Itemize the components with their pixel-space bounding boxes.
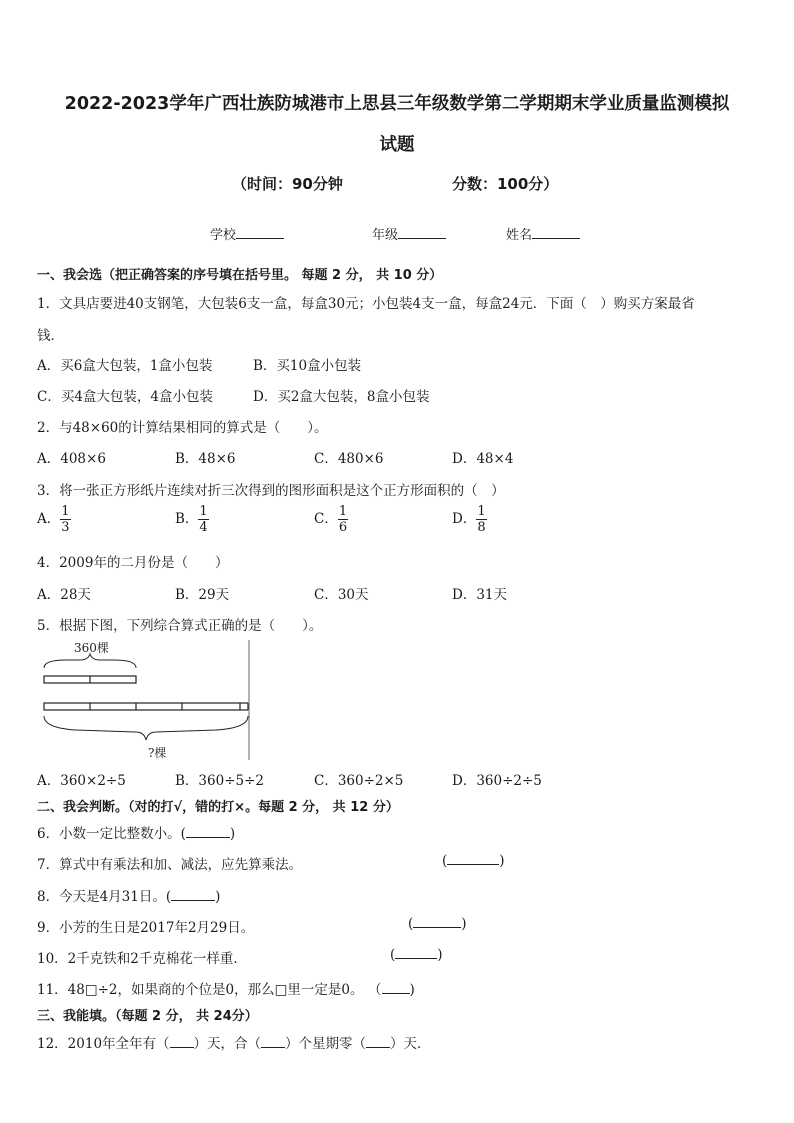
q3-option-a[interactable] bbox=[37, 504, 71, 535]
segment-diagram bbox=[36, 636, 256, 764]
answer-blank-7[interactable]: ( ) bbox=[442, 853, 505, 869]
exam-time: （时间：90分钟 bbox=[232, 175, 343, 193]
answer-blank-11[interactable]: （ ) bbox=[368, 982, 415, 998]
q5-option-c[interactable]: C．360÷2×5 bbox=[314, 773, 404, 789]
question-5: 5．根据下图，下列综合算式正确的是（ ）。 bbox=[37, 618, 323, 634]
q3-option-c[interactable] bbox=[314, 504, 348, 535]
answer-blank[interactable] bbox=[171, 889, 215, 901]
question-11: 11．48□÷2，如果商的个位是0，那么□里一定是0。 bbox=[37, 982, 364, 998]
q5-option-b[interactable]: B．360÷5÷2 bbox=[175, 773, 264, 789]
q3-option-c-label: C． bbox=[314, 511, 338, 527]
q5-option-d[interactable]: D．360÷2÷5 bbox=[452, 773, 542, 789]
q1-option-d[interactable]: D．买2盒大包装，8盒小包装 bbox=[253, 389, 430, 405]
q4-option-a[interactable]: A．28天 bbox=[37, 587, 91, 603]
question-10: 10．2千克铁和2千克棉花一样重． bbox=[37, 951, 247, 967]
answer-blank[interactable] bbox=[366, 1036, 390, 1048]
name-label: 姓名 bbox=[506, 228, 533, 243]
page-title-continued: 试题 bbox=[379, 135, 415, 155]
section-heading-3: 三、我能填。（每题 2 分， 共 24分） bbox=[37, 1009, 258, 1024]
diagram-top-label: 360棵 bbox=[74, 641, 109, 655]
grade-field[interactable] bbox=[372, 224, 446, 243]
question-12: 12．2010年全年有（ ）天，合（ ）个星期零（ ）天． bbox=[37, 1036, 431, 1052]
q1-option-a[interactable]: A．买6盒大包装，1盒小包装 bbox=[37, 358, 213, 374]
q1-option-b[interactable]: B．买10盒小包装 bbox=[253, 358, 362, 374]
q1-option-c[interactable]: C．买4盒大包装，4盒小包装 bbox=[37, 389, 214, 405]
question-2: 2．与48×60的计算结果相同的算式是（ ）。 bbox=[37, 420, 328, 436]
q3-option-d-label: D． bbox=[452, 511, 477, 527]
question-8: 8．今天是4月31日。( ) bbox=[37, 889, 221, 905]
diagram-bottom-label: ?棵 bbox=[148, 746, 167, 760]
answer-blank[interactable] bbox=[186, 826, 230, 838]
q4-option-c[interactable]: C．30天 bbox=[314, 587, 369, 603]
answer-blank-10[interactable]: ( ) bbox=[390, 947, 443, 963]
question-4: 4．2009年的二月份是（ ） bbox=[37, 555, 229, 571]
page-title: 2022-2023学年广西壮族防城港市上思县三年级数学第二学期期末学业质量监测模拟 bbox=[64, 94, 730, 114]
question-6: 6．小数一定比整数小。( ) bbox=[37, 826, 236, 842]
top-brace bbox=[44, 654, 136, 668]
fraction: $\frac{1}{4}$ bbox=[199, 504, 208, 535]
grade-label: 年级 bbox=[372, 228, 399, 243]
q3-option-a-label: A． bbox=[37, 511, 61, 527]
section-heading-2: 二、我会判断。（对的打√，错的打×。每题 2 分， 共 12 分） bbox=[37, 800, 399, 815]
q3-option-b[interactable] bbox=[175, 504, 209, 535]
q2-option-d[interactable]: D．48×4 bbox=[452, 451, 514, 467]
exam-score: 分数：100分） bbox=[452, 175, 559, 193]
answer-blank[interactable] bbox=[261, 1036, 285, 1048]
question-1: 1．文具店要进40支钢笔，大包装6支一盒，每盒30元；小包装4支一盒，每盒24元．下面（ ）购买方案最省 bbox=[37, 296, 695, 312]
bottom-segment bbox=[44, 703, 240, 710]
fraction: $\frac{1}{3}$ bbox=[61, 504, 70, 535]
q2-option-b[interactable]: B．48×6 bbox=[175, 451, 236, 467]
school-field[interactable] bbox=[210, 224, 284, 243]
question-1-cont: 钱． bbox=[37, 328, 64, 344]
question-3: 3．将一张正方形纸片连续对折三次得到的图形面积是这个正方形面积的（ ） bbox=[37, 483, 505, 499]
bottom-brace bbox=[44, 716, 248, 740]
fraction: $\frac{1}{8}$ bbox=[477, 504, 486, 535]
fraction: $\frac{1}{6}$ bbox=[338, 504, 348, 535]
q2-option-c[interactable]: C．480×6 bbox=[314, 451, 384, 467]
question-9: 9．小芳的生日是2017年2月29日。 bbox=[37, 920, 255, 936]
name-field[interactable] bbox=[506, 224, 580, 243]
q3-option-d[interactable] bbox=[452, 504, 487, 535]
q2-option-a[interactable]: A．408×6 bbox=[37, 451, 106, 467]
answer-blank-9[interactable]: ( ) bbox=[408, 916, 467, 932]
question-7: 7．算式中有乘法和加、减法，应先算乘法。 bbox=[37, 857, 303, 873]
section-heading-1: 一、我会选（把正确答案的序号填在括号里。 每题 2 分， 共 10 分） bbox=[37, 268, 443, 283]
q4-option-d[interactable]: D．31天 bbox=[452, 587, 508, 603]
answer-blank[interactable] bbox=[170, 1036, 194, 1048]
q4-option-b[interactable]: B．29天 bbox=[175, 587, 230, 603]
q3-option-b-label: B． bbox=[175, 511, 199, 527]
q5-option-a[interactable]: A．360×2÷5 bbox=[37, 773, 126, 789]
school-label: 学校 bbox=[210, 228, 237, 243]
